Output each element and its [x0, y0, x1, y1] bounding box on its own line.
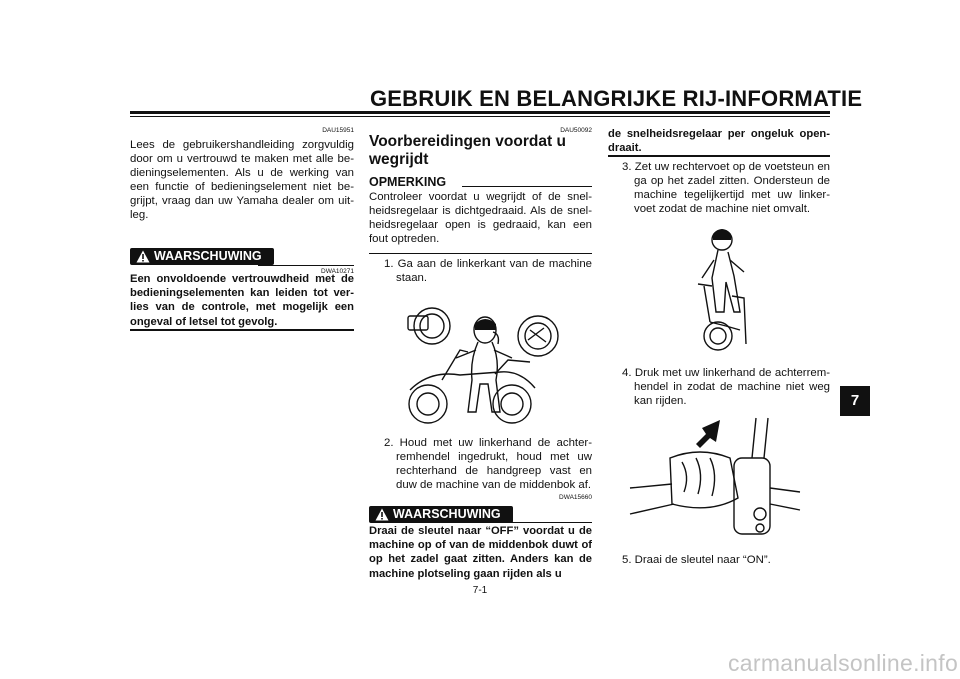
- brake-illustration: [630, 418, 800, 548]
- step-4: 4. Druk met uw linkerhand de achterrem-hendel in zodat de machine niet weg kan rijden.: [622, 367, 830, 407]
- warning-triangle-icon: [375, 508, 389, 521]
- note-label: OPMERKING: [369, 175, 447, 189]
- header-rule-thin: [130, 116, 830, 117]
- warning-text: Draai de sleutel naar “OFF” voordat u de machine op of van de middenbok duwt of op het zadel gaat zitten. Anders kan de machine plotseling gaan rijden als u: [369, 525, 592, 580]
- warning-text: Een onvoldoende vertrouwdheid met de bedieningselementen kan leiden tot ver-lies van de controle, met mogelijk een ongeval of letsel tot gevolg.: [130, 273, 354, 328]
- warning-triangle-icon: [136, 250, 150, 263]
- watermark: carmanualsonline.info: [728, 650, 959, 676]
- step-3: 3. Zet uw rechtervoet op de voetsteun en ga op het zadel zitten. Ondersteun de machine tegelijkertijd met uw linker-voet zodat de machine niet omvalt.: [622, 161, 830, 215]
- warning-rule: [258, 265, 354, 266]
- intro-paragraph: Lees de gebruikershandleiding zorgvuldig door om u vertrouwd te maken met alle be-dieningselementen. Als u de werking van een functie of bedieningselement niet be-grijpt, vraag dan uw Yamaha dealer om uit-leg.: [130, 139, 354, 221]
- warning-banner: [369, 506, 513, 523]
- warning-text-continued: de snelheidsregelaar per ongeluk open-draait.: [608, 128, 830, 155]
- rider-illustration: [690, 226, 760, 356]
- warning-label: WAARSCHUWING: [154, 249, 262, 263]
- warning-end-rule: [130, 329, 354, 331]
- page-title: GEBRUIK EN BELANGRIJKE RIJ-INFORMATIE: [370, 86, 863, 111]
- warning-label: WAARSCHUWING: [393, 507, 501, 521]
- warning-banner: [130, 248, 274, 265]
- note-text: Controleer voordat u wegrijdt of de snel-heidsregelaar is dichtgedraaid. Als de snel-heidsregelaar open is gedraaid, kan een fout optreden.: [369, 191, 592, 245]
- section-heading: Voorbereidingen voordat u wegrijdt: [369, 133, 566, 168]
- ref-code: DAU15951: [322, 127, 354, 134]
- scooter-illustration: [400, 300, 580, 430]
- page-number: 7-1: [472, 585, 488, 596]
- header-rule: [130, 111, 830, 114]
- warning-end-rule: [608, 155, 830, 157]
- ref-code: DWA15660: [559, 494, 592, 501]
- step-5: 5. Draai de sleutel naar “ON”.: [622, 554, 771, 566]
- chapter-tab: 7: [840, 386, 870, 416]
- step-2: 2. Houd met uw linkerhand de achter-remhendel ingedrukt, houd met uw rechterhand de handgreep vast en duw de machine van de middenbok af.: [384, 437, 592, 491]
- note-end-rule: [369, 253, 592, 254]
- warning-rule: [497, 522, 592, 523]
- arrow-icon: [696, 420, 720, 448]
- ref-code: DWA10271: [321, 268, 354, 275]
- ref-code: DAU50092: [560, 127, 592, 134]
- note-rule: [462, 186, 592, 187]
- step-1: 1. Ga aan de linkerkant van de machine staan.: [384, 258, 592, 284]
